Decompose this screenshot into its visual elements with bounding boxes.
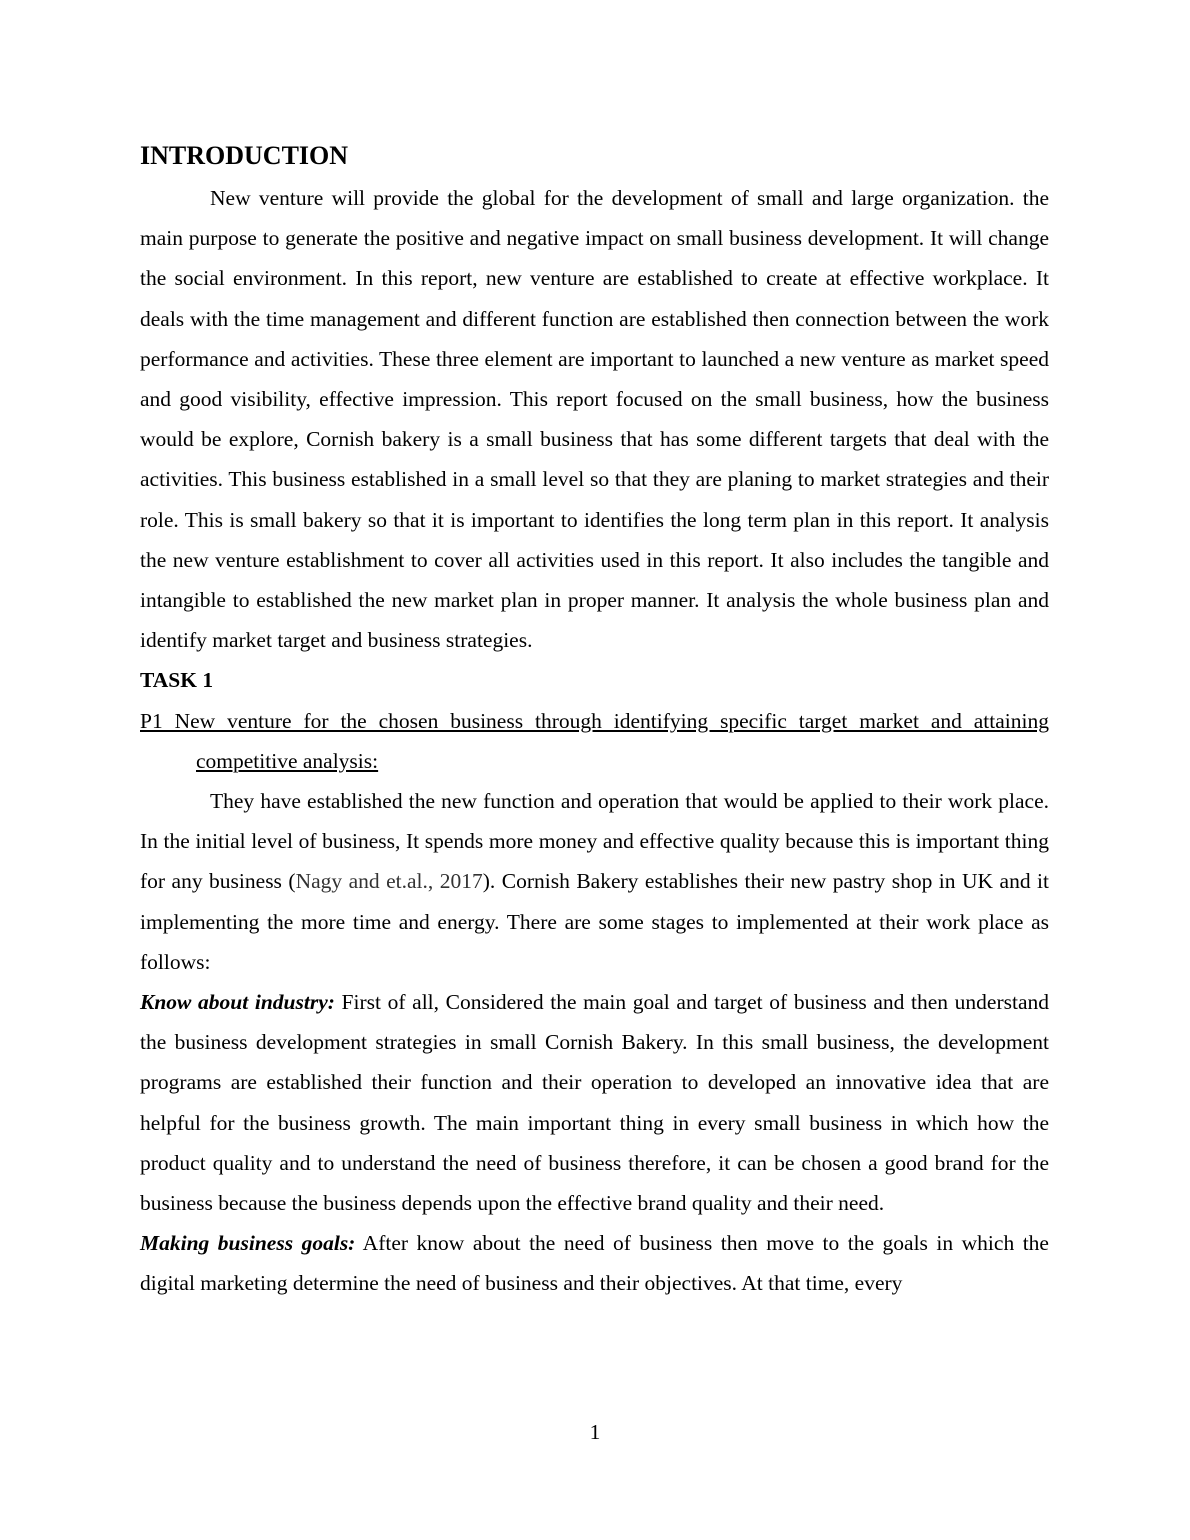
citation: Nagy and et.al., 2017 <box>295 869 483 894</box>
p1-paragraph <box>140 781 1049 982</box>
page-number: 1 <box>589 1420 601 1444</box>
document-page <box>140 138 1049 1304</box>
p1-subheading: P1 New venture for the chosen business through identifying specific target market and attaining competitive analysis: <box>140 708 1049 773</box>
goals-term: Making business goals: <box>140 1231 356 1256</box>
industry-paragraph <box>140 982 1049 1223</box>
goals-paragraph <box>140 1223 1049 1303</box>
goals-text: After know about the need of business then move to the goals in which the digital marketing determine the need of business and their objectives. At that time, every <box>140 1231 1049 1296</box>
p1-paragraph-text-before: They have established the new function and operation that would be applied to their work place. In the initial level of business, It spends more money and effective quality because this is important thing for any business ( <box>140 789 1049 894</box>
task-1-heading: TASK 1 <box>140 668 214 693</box>
industry-term: Know about industry: <box>140 990 335 1015</box>
industry-text: First of all, Considered the main goal and target of business and then understand the business development strategies in small Cornish Bakery. In this small business, the development programs are established their function and their operation to developed an innovative idea that are helpful for the business growth. The main important thing in every small business in which how the product quality and to understand the need of business therefore, it can be chosen a good brand for the business because the business depends upon the effective brand quality and their need. <box>140 990 1050 1216</box>
p1-paragraph-text-after: ). Cornish Bakery establishes their new pastry shop in UK and it implementing the more time and energy. There are some stages to implemented at their work place as follows: <box>140 869 1049 974</box>
introduction-heading: INTRODUCTION <box>140 141 349 170</box>
introduction-paragraph: New venture will provide the global for the development of small and large organization. the main purpose to generate the positive and negative impact on small business development. It will change the social environment. In this report, new venture are established to create at effective workplace. It deals with the time management and different function are established then connection between the work performance and activities. These three element are important to launched a new venture as market speed and good visibility, effective impression. This report focused on the small business, how the business would be explore, Cornish bakery is a small business that has some different targets that deal with the activities. This business established in a small level so that they are planing to market strategies and their role. This is small bakery so that it is important to identifies the long term plan in this report. It analysis the new venture establishment to cover all activities used in this report. It also includes the tangible and intangible to established the new market plan in proper manner. It analysis the whole business plan and identify market target and business strategies. <box>140 186 1049 653</box>
